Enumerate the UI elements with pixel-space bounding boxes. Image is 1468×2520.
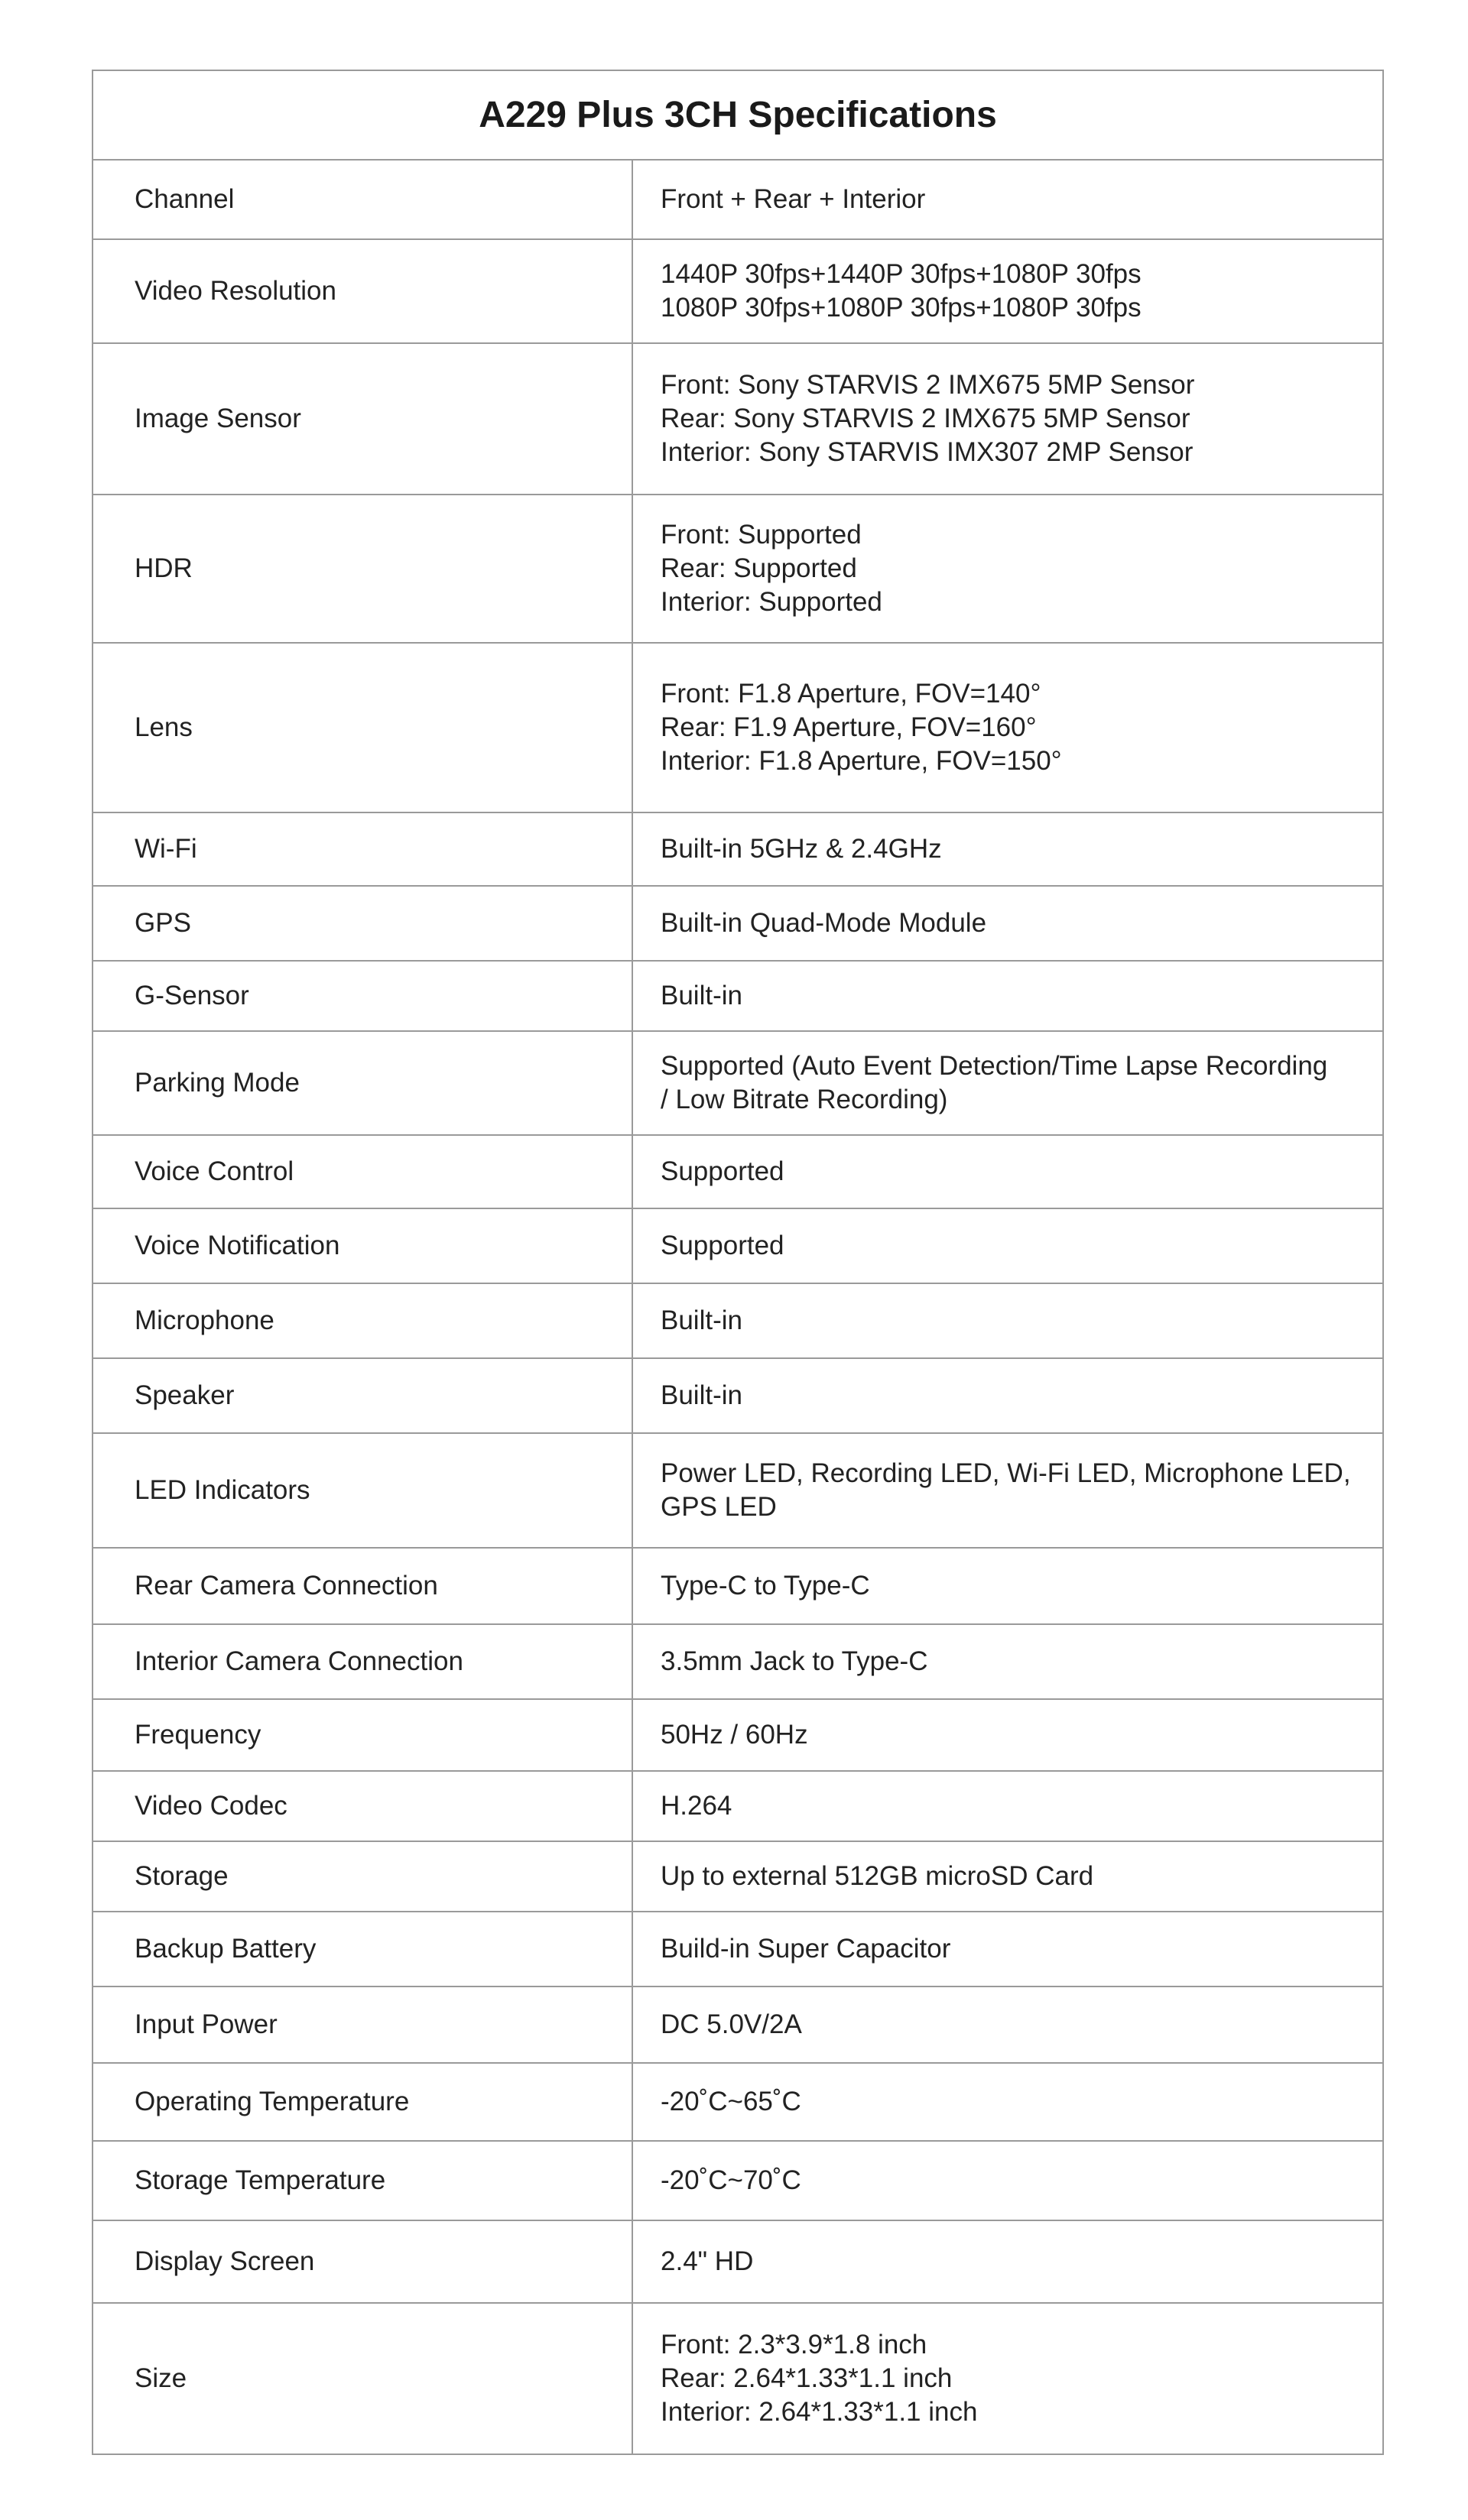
spec-value-line: 1440P 30fps+1440P 30fps+1080P 30fps (661, 259, 1142, 289)
spec-value-line: 50Hz / 60Hz (661, 1720, 808, 1750)
spec-value-line: H.264 (661, 1791, 732, 1821)
spec-value (632, 643, 1383, 812)
spec-value (632, 2303, 1383, 2454)
spec-value (632, 495, 1383, 643)
spec-value (632, 1433, 1383, 1548)
spec-value-line: Interior: F1.8 Aperture, FOV=150° (661, 746, 1062, 776)
spec-value (632, 812, 1383, 886)
table-row (93, 1624, 1383, 1699)
spec-label: Video Resolution (93, 239, 632, 343)
spec-value-line: Built-in (661, 981, 742, 1010)
spec-label: Operating Temperature (93, 2063, 632, 2141)
spec-label: Display Screen (93, 2220, 632, 2303)
spec-value-line: Supported (661, 1156, 784, 1186)
spec-label: Input Power (93, 1986, 632, 2063)
table-row (93, 160, 1383, 239)
spec-label: Channel (93, 160, 632, 239)
spec-label: Speaker (93, 1358, 632, 1433)
spec-label: Storage Temperature (93, 2141, 632, 2220)
spec-body (93, 160, 1383, 2454)
spec-label: Wi-Fi (93, 812, 632, 886)
spec-label: Voice Notification (93, 1208, 632, 1283)
table-row (93, 2303, 1383, 2454)
spec-value (632, 1841, 1383, 1912)
table-row (93, 2220, 1383, 2303)
table-row (93, 2141, 1383, 2220)
table-row (93, 495, 1383, 643)
table-row (93, 886, 1383, 961)
spec-label: Video Codec (93, 1771, 632, 1841)
spec-value-line: Interior: Supported (661, 587, 882, 617)
spec-label: Voice Control (93, 1135, 632, 1208)
spec-label: Backup Battery (93, 1912, 632, 1986)
table-row (93, 1548, 1383, 1624)
spec-value-line: Rear: Sony STARVIS 2 IMX675 5MP Sensor (661, 404, 1190, 433)
spec-value (632, 239, 1383, 343)
spec-value (632, 1135, 1383, 1208)
spec-value-line: Front: F1.8 Aperture, FOV=140° (661, 679, 1041, 709)
spec-value-line: Built-in 5GHz & 2.4GHz (661, 834, 942, 864)
table-row (93, 1986, 1383, 2063)
spec-value-line: Built-in Quad-Mode Module (661, 908, 987, 938)
table-row (93, 343, 1383, 495)
spec-label: Parking Mode (93, 1031, 632, 1135)
table-row (93, 1433, 1383, 1548)
table-row (93, 1771, 1383, 1841)
table-row (93, 643, 1383, 812)
spec-value-line: GPS LED (661, 1492, 777, 1522)
spec-value-line: Power LED, Recording LED, Wi-Fi LED, Microphone LED, (661, 1458, 1351, 1488)
spec-value-line: Supported (661, 1231, 784, 1260)
spec-label: HDR (93, 495, 632, 643)
spec-label: Microphone (93, 1283, 632, 1358)
table-row (93, 1841, 1383, 1912)
spec-label: GPS (93, 886, 632, 961)
spec-value-line: Front: Sony STARVIS 2 IMX675 5MP Sensor (661, 370, 1195, 400)
spec-value-line: Built-in (661, 1380, 742, 1410)
spec-value (632, 1358, 1383, 1433)
spec-value (632, 1771, 1383, 1841)
spec-value (632, 1208, 1383, 1283)
spec-label: Interior Camera Connection (93, 1624, 632, 1699)
spec-value-line: Rear: 2.64*1.33*1.1 inch (661, 2363, 953, 2393)
spec-value-line: Supported (Auto Event Detection/Time Lapse Recording (661, 1051, 1328, 1081)
spec-label: Rear Camera Connection (93, 1548, 632, 1624)
spec-value-line: 1080P 30fps+1080P 30fps+1080P 30fps (661, 293, 1142, 323)
spec-value-line: Type-C to Type-C (661, 1571, 870, 1601)
spec-value-line: Front: 2.3*3.9*1.8 inch (661, 2330, 927, 2359)
table-row (93, 1208, 1383, 1283)
spec-value (632, 2063, 1383, 2141)
spec-value (632, 886, 1383, 961)
spec-value-line: Interior: Sony STARVIS IMX307 2MP Sensor (661, 437, 1194, 467)
spec-value-line: / Low Bitrate Recording) (661, 1085, 948, 1114)
spec-value (632, 2141, 1383, 2220)
spec-value-line: Up to external 512GB microSD Card (661, 1861, 1094, 1891)
spec-value (632, 1912, 1383, 1986)
spec-value-line: DC 5.0V/2A (661, 2009, 802, 2039)
spec-value-line: Built-in (661, 1305, 742, 1335)
spec-table (92, 70, 1384, 2455)
table-row (93, 1031, 1383, 1135)
spec-value-line: Rear: F1.9 Aperture, FOV=160° (661, 712, 1037, 742)
spec-value (632, 1031, 1383, 1135)
spec-value-line: Front + Rear + Interior (661, 184, 926, 214)
table-row (93, 1358, 1383, 1433)
title-row (93, 70, 1383, 160)
spec-label: G-Sensor (93, 961, 632, 1031)
table-row (93, 812, 1383, 886)
spec-label: Frequency (93, 1699, 632, 1771)
spec-label: Lens (93, 643, 632, 812)
table-row (93, 961, 1383, 1031)
spec-value (632, 1283, 1383, 1358)
spec-value (632, 961, 1383, 1031)
spec-value-line: 3.5mm Jack to Type-C (661, 1646, 928, 1676)
spec-value (632, 160, 1383, 239)
spec-label: Image Sensor (93, 343, 632, 495)
spec-value-line: 2.4" HD (661, 2246, 754, 2276)
spec-value (632, 1699, 1383, 1771)
spec-label: Storage (93, 1841, 632, 1912)
spec-value-line: Build-in Super Capacitor (661, 1934, 951, 1964)
table-row (93, 1135, 1383, 1208)
spec-value (632, 1624, 1383, 1699)
spec-value-line: -20˚C~65˚C (661, 2087, 801, 2116)
spec-value (632, 1986, 1383, 2063)
spec-label: LED Indicators (93, 1433, 632, 1548)
table-row (93, 239, 1383, 343)
spec-value (632, 343, 1383, 495)
spec-value-line: Front: Supported (661, 520, 862, 550)
table-row (93, 1283, 1383, 1358)
spec-title: A229 Plus 3CH Specifications (93, 70, 1383, 160)
spec-value (632, 2220, 1383, 2303)
spec-label: Size (93, 2303, 632, 2454)
table-row (93, 2063, 1383, 2141)
table-row (93, 1912, 1383, 1986)
spec-value-line: -20˚C~70˚C (661, 2165, 801, 2195)
spec-value (632, 1548, 1383, 1624)
table-row (93, 1699, 1383, 1771)
spec-value-line: Interior: 2.64*1.33*1.1 inch (661, 2397, 978, 2427)
spec-value-line: Rear: Supported (661, 553, 857, 583)
